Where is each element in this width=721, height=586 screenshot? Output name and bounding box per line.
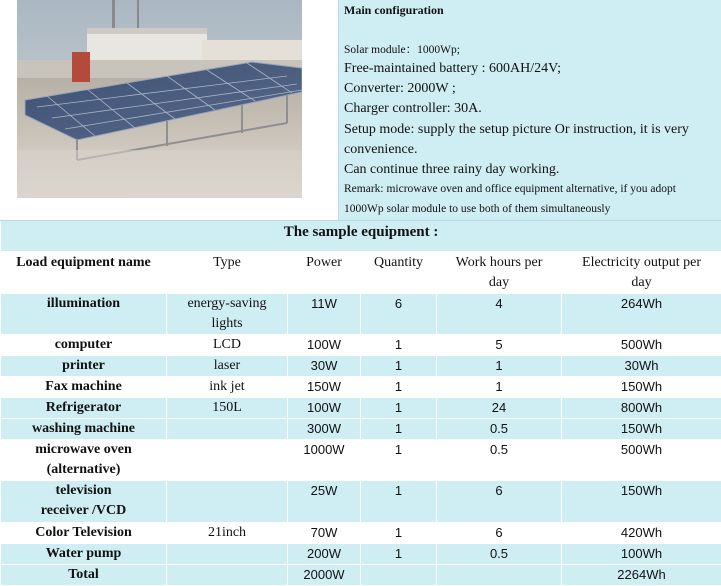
cell-quantity: 1 — [361, 377, 437, 398]
cell-name-line1: illumination — [47, 296, 120, 311]
cell-type — [167, 440, 288, 481]
cell-type-line1: ink jet — [209, 379, 244, 394]
total-hours — [437, 565, 562, 586]
config-remark: Remark: microwave oven and office equipment alternative, if you adopt — [344, 183, 676, 195]
cell-name — [1, 544, 167, 565]
cell-name-line2: receiver /VCD — [41, 503, 126, 518]
cell-name-line1: Refrigerator — [46, 400, 121, 415]
cell-hours: 1 — [437, 356, 562, 377]
table-row — [1, 294, 721, 335]
header-hours-line1: Work hours per — [456, 255, 543, 270]
table-row — [1, 544, 721, 565]
config-title: Main configuration — [344, 3, 444, 18]
cell-power: 1000W — [288, 440, 361, 481]
header-output-line1: Electricity output per — [582, 255, 701, 270]
cell-name-line1: Water pump — [46, 546, 122, 561]
cell-name-line1: microwave oven — [35, 442, 132, 457]
cell-quantity: 1 — [361, 440, 437, 481]
cell-name — [1, 356, 167, 377]
cell-name-line1: computer — [55, 337, 113, 352]
total-quantity — [361, 565, 437, 586]
top-section — [0, 0, 721, 220]
cell-output: 150Wh — [562, 419, 721, 440]
table-row — [1, 377, 721, 398]
cell-output: 264Wh — [562, 294, 721, 335]
cell-hours: 0.5 — [437, 544, 562, 565]
cell-power: 100W — [288, 398, 361, 419]
cell-power: 30W — [288, 356, 361, 377]
cell-power: 300W — [288, 419, 361, 440]
config-converter: Converter: 2000W ; — [344, 81, 456, 97]
cell-output: 500Wh — [562, 335, 721, 356]
cell-hours: 24 — [437, 398, 562, 419]
cell-hours: 6 — [437, 481, 562, 523]
table-row — [1, 523, 721, 544]
cell-name — [1, 294, 167, 335]
header-hours — [437, 252, 562, 294]
table-total-row — [1, 565, 721, 586]
cell-type — [167, 523, 288, 544]
cell-type — [167, 398, 288, 419]
header-quantity: Quantity — [361, 252, 437, 294]
cell-type-line1: energy-saving — [187, 296, 266, 311]
cell-hours: 0.5 — [437, 419, 562, 440]
cell-name-line1: washing machine — [32, 421, 135, 436]
cell-power: 11W — [288, 294, 361, 335]
cell-name-line2: (alternative) — [47, 462, 121, 477]
cell-name — [1, 481, 167, 523]
config-controller: Charger controller: 30A. — [344, 101, 482, 117]
cell-hours: 4 — [437, 294, 562, 335]
cell-quantity: 1 — [361, 481, 437, 523]
total-label: Total — [1, 565, 167, 586]
cell-quantity: 1 — [361, 544, 437, 565]
table-row — [1, 335, 721, 356]
cell-type — [167, 335, 288, 356]
cell-hours: 6 — [437, 523, 562, 544]
solar-panel-photo — [17, 0, 302, 198]
header-hours-line2: day — [489, 275, 509, 290]
cell-type — [167, 544, 288, 565]
table-row — [1, 398, 721, 419]
header-output-line2: day — [631, 275, 651, 290]
cell-output: 150Wh — [562, 481, 721, 523]
table-row — [1, 356, 721, 377]
header-power: Power — [288, 252, 361, 294]
cell-output: 100Wh — [562, 544, 721, 565]
cell-power: 100W — [288, 335, 361, 356]
cell-name-line1: printer — [62, 358, 105, 373]
cell-name — [1, 419, 167, 440]
cell-name-line1: Color Television — [35, 525, 132, 540]
cell-name — [1, 440, 167, 481]
cell-output: 500Wh — [562, 440, 721, 481]
header-type: Type — [167, 252, 288, 294]
config-battery: Free-maintained battery : 600AH/24V; — [344, 61, 561, 77]
cell-name — [1, 523, 167, 544]
cell-output: 150Wh — [562, 377, 721, 398]
cell-type — [167, 377, 288, 398]
cell-type-line1: 21inch — [208, 525, 246, 540]
config-rainy-days: Can continue three rainy day working. — [344, 162, 559, 178]
cell-quantity: 1 — [361, 419, 437, 440]
cell-type — [167, 356, 288, 377]
cell-quantity: 1 — [361, 356, 437, 377]
table-row — [1, 440, 721, 481]
cell-quantity: 1 — [361, 398, 437, 419]
table-header-row — [1, 252, 721, 294]
cell-type-line1: 150L — [212, 400, 242, 415]
cell-name — [1, 377, 167, 398]
sample-equipment-table — [0, 220, 721, 586]
cell-power: 25W — [288, 481, 361, 523]
cell-hours: 1 — [437, 377, 562, 398]
cell-type-line1: laser — [214, 358, 240, 373]
cell-type — [167, 294, 288, 335]
config-remark-cont: 1000Wp solar module to use both of them simultaneously — [344, 203, 610, 215]
cell-power: 200W — [288, 544, 361, 565]
cell-quantity: 1 — [361, 523, 437, 544]
table-row — [1, 481, 721, 523]
total-power: 2000W — [288, 565, 361, 586]
config-setup-mode-cont: convenience. — [344, 142, 417, 158]
cell-hours: 0.5 — [437, 440, 562, 481]
total-type — [167, 565, 288, 586]
cell-output: 420Wh — [562, 523, 721, 544]
total-output: 2264Wh — [562, 565, 721, 586]
main-configuration — [339, 0, 721, 220]
config-solar-module: Solar module：1000Wp; — [344, 41, 460, 57]
table-caption-row — [1, 221, 721, 252]
cell-type-line1: LCD — [213, 337, 241, 352]
table-caption: The sample equipment : — [1, 221, 721, 252]
config-setup-mode: Setup mode: supply the setup picture Or instruction, it is very — [344, 122, 689, 138]
photo-cell — [0, 0, 339, 220]
cell-name-line1: Fax machine — [45, 379, 122, 394]
cell-quantity: 6 — [361, 294, 437, 335]
cell-name-line1: television — [56, 483, 112, 498]
cell-type — [167, 481, 288, 523]
cell-output: 800Wh — [562, 398, 721, 419]
cell-hours: 5 — [437, 335, 562, 356]
cell-output: 30Wh — [562, 356, 721, 377]
header-name: Load equipment name — [1, 252, 167, 294]
cell-quantity: 1 — [361, 335, 437, 356]
cell-name — [1, 335, 167, 356]
cell-type-line2: lights — [211, 316, 242, 331]
header-output — [562, 252, 721, 294]
table-row — [1, 419, 721, 440]
cell-power: 150W — [288, 377, 361, 398]
cell-type — [167, 419, 288, 440]
cell-power: 70W — [288, 523, 361, 544]
cell-name — [1, 398, 167, 419]
